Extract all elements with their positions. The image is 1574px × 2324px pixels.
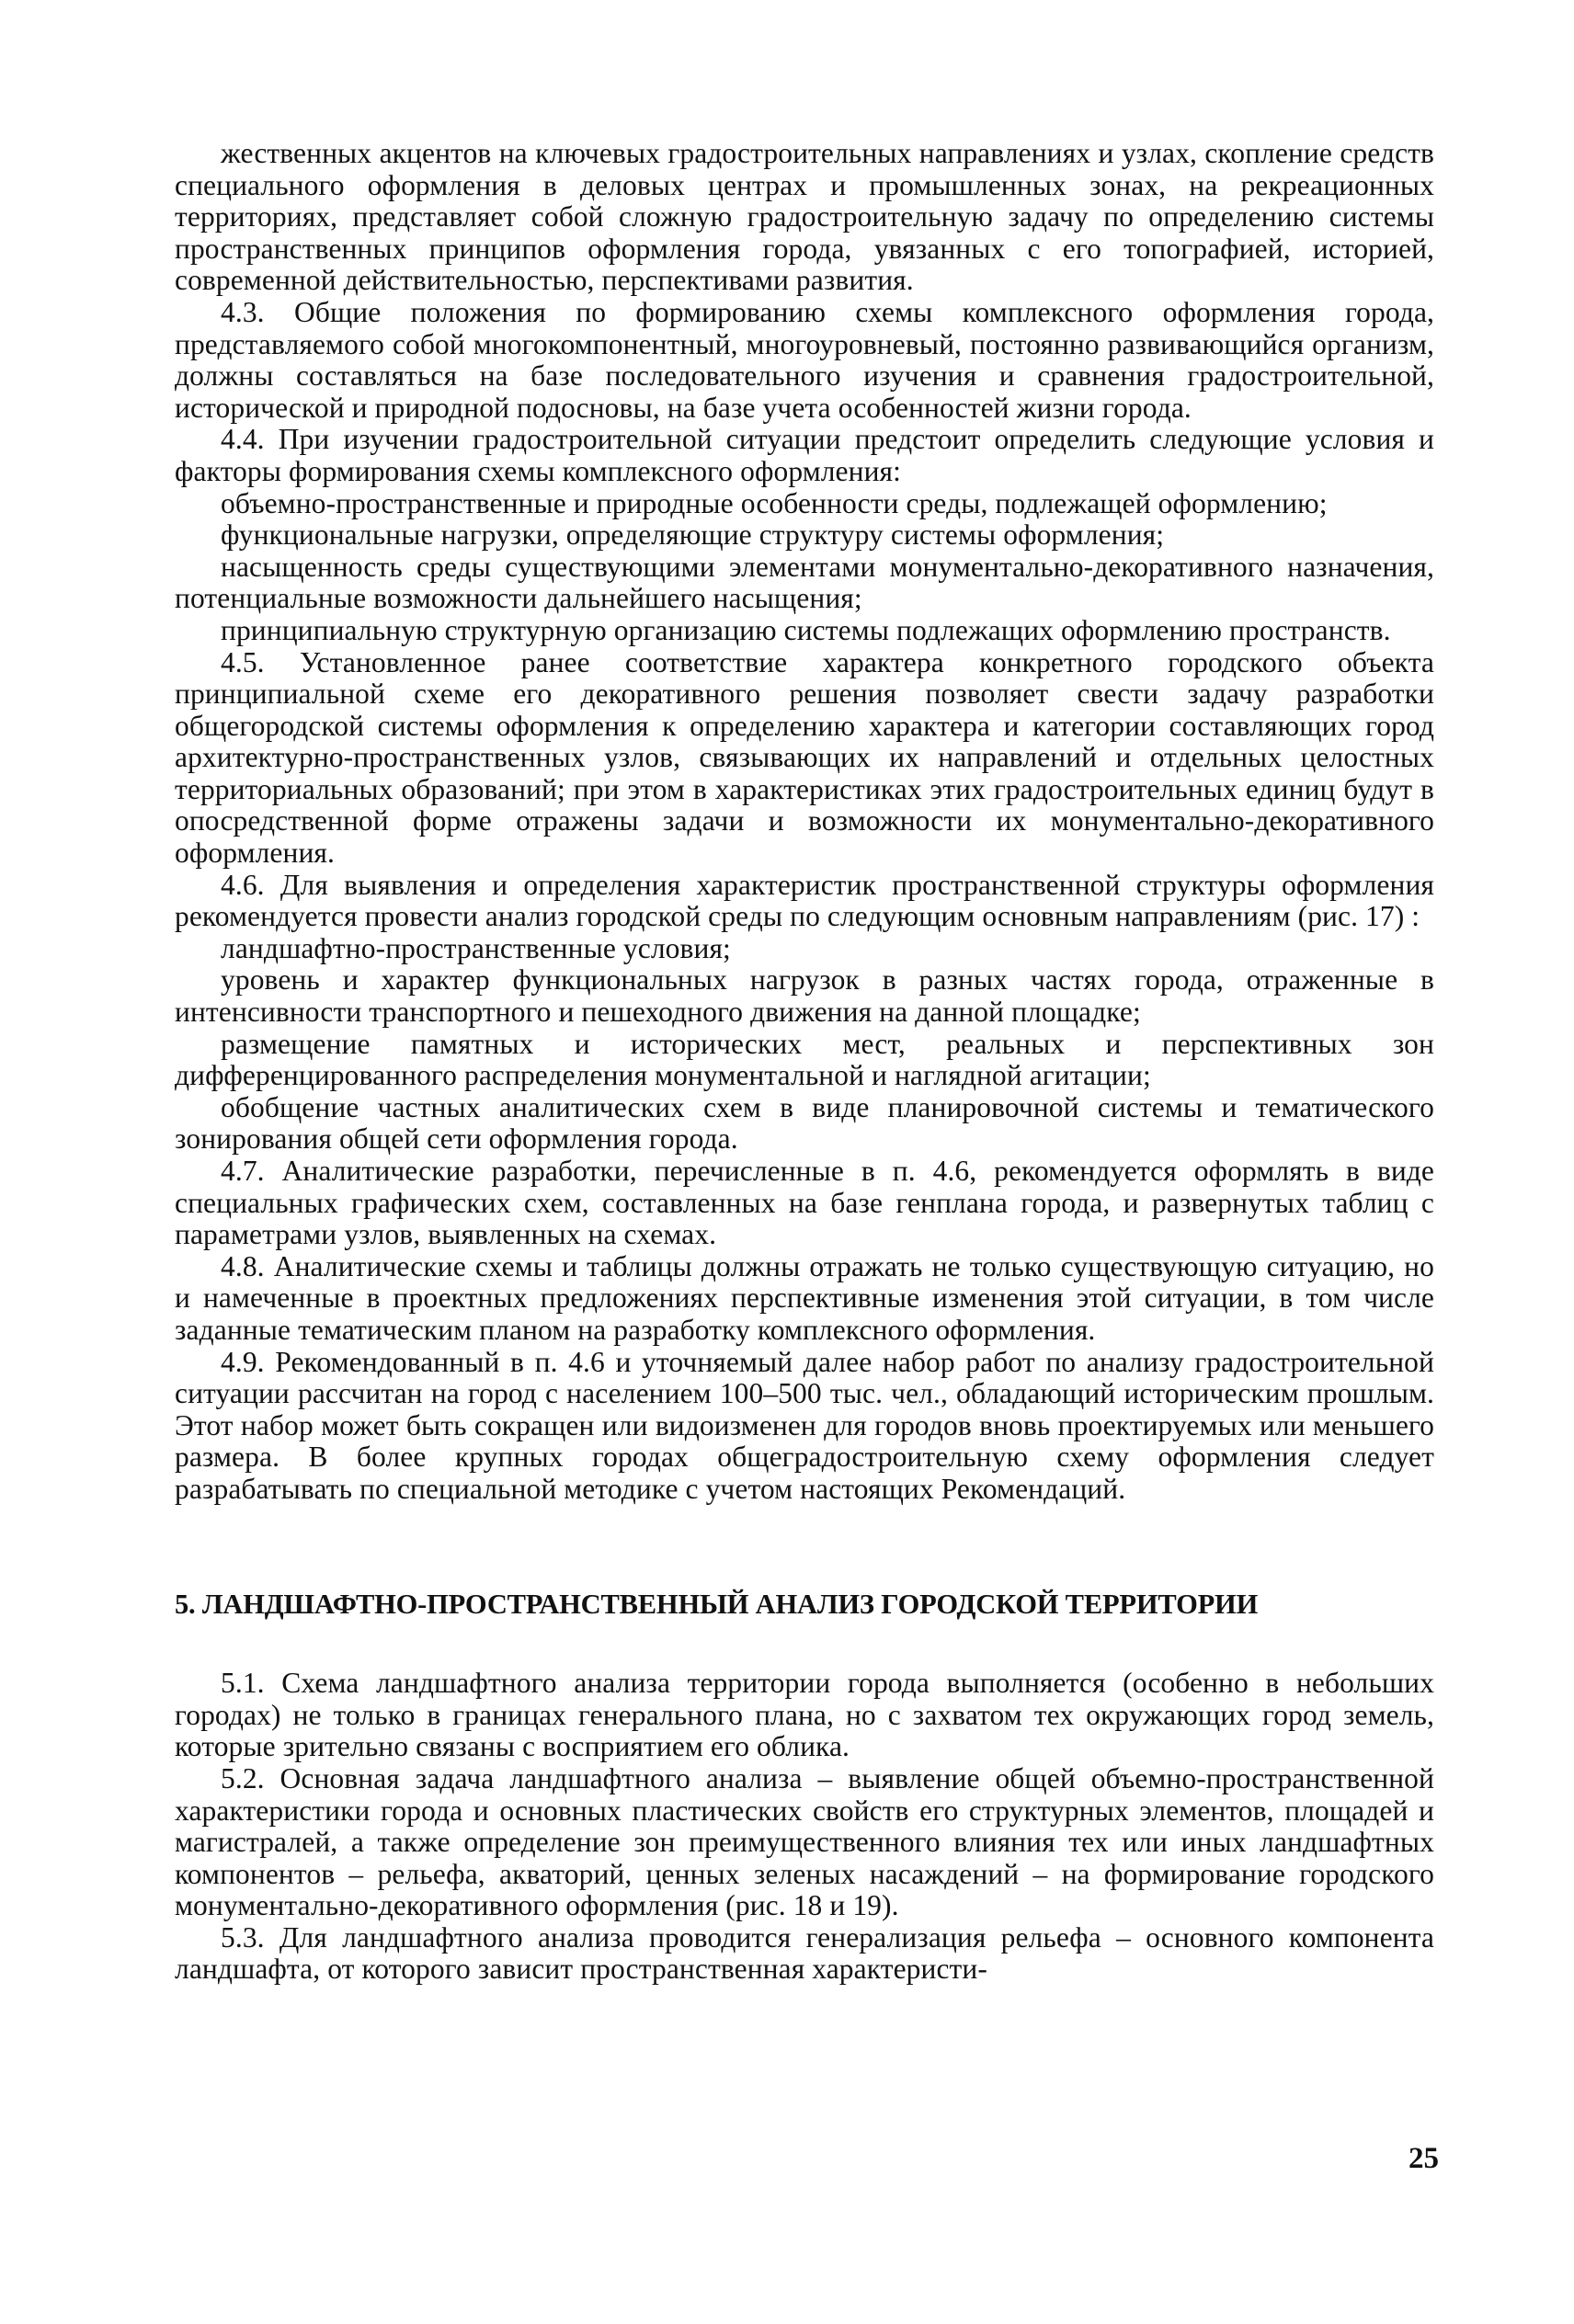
paragraph-4-3: 4.3. Общие положения по формированию схемы комплексного оформления города, представляемого собой многокомпонентный, многоуровневый, постоянно развивающийся организм, должны составляться на базе последовательного изучения и сравнения градостроительной, исторической и природной подосновы, на базе учета особенностей жизни города. [175,295,1434,424]
paragraph-4-7: 4.7. Аналитические разработки, перечисленные в п. 4.6, рекомендуется оформлять в виде специальных графических схем, составленных на базе генплана города, и развернутых таблиц с параметрами узлов, выявленных на схемах. [175,1155,1434,1251]
paragraph-5-2: 5.2. Основная задача ландшафтного анализа – выявление общей объемно-пространственной характеристики города и основных пластических свойств его структурных элементов, площадей и магистралей, а также определение зон преимущественного влияния тех или иных ландшафтных компонентов – рельефа, акваторий, ценных зеленых насаждений – на формирование городского монументально-декоративного оформления (рис. 18 и 19). [175,1761,1434,1922]
list-item: размещение памятных и исторических мест, реальных и перспективных зон дифференцированного распределения монументальной и наглядной агитации; [175,1027,1434,1092]
list-item: принципиальную структурную организацию системы подлежащих оформлению пространств. [221,613,1391,646]
paragraph-4-8: 4.8. Аналитические схемы и таблицы должны отражать не только существующую ситуацию, но и намеченные в проектных предложениях перспективные изменения этой ситуации, в том числе заданные тематическим планом на разработку комплексного оформления. [175,1249,1434,1346]
list-item: функциональные нагрузки, определяющие структуру системы оформления; [221,518,1165,552]
paragraph-4-6: 4.6. Для выявления и определения характеристик пространственной структуры оформления рекомендуется провести анализ городской среды по следующим основным направлениям (рис. 17) : [175,868,1434,933]
list-item: обобщение частных аналитических схем в виде планировочной системы и тематического зонирования общей сети оформления города. [175,1090,1434,1156]
paragraph-4-4: 4.4. При изучении градостроительной ситуации предстоит определить следующие условия и факторы формирования схемы комплексного оформления: [175,423,1434,487]
section-heading: 5. ЛАНДШАФТНО-ПРОСТРАНСТВЕННЫЙ АНАЛИЗ ГОРОДСКОЙ ТЕРРИТОРИИ [175,1588,1259,1620]
list-item: насыщенность среды существующими элементами монументально-декоративного назначения, потенциальные возможности дальнейшего насыщения; [175,550,1434,615]
paragraph-continuation: жественных акцентов на ключевых градостроительных направлениях и узлах, скопление средств специального оформления в деловых центрах и промышленных зонах, на рекреационных территориях, представляет собой сложную градостроительную задачу по определению системы пространственных принципов оформления города, увязанных с его топографией, историей, современной действительностью, перспективами развития. [175,137,1434,297]
page-number: 25 [1409,2142,1439,2175]
paragraph-5-1: 5.1. Схема ландшафтного анализа территории города выполняется (особенно в небольших городах) не только в границах генерального плана, но с захватом тех окружающих город земель, которые зрительно связаны с восприятием его облика. [175,1667,1434,1763]
list-item: ландшафтно-пространственные условия; [221,931,731,964]
document-body [175,138,1434,1986]
paragraph-4-9: 4.9. Рекомендованный в п. 4.6 и уточняемый далее набор работ по анализу градостроительной ситуации рассчитан на город с населением 100–500 тыс. чел., обладающий историческим прошлым. Этот набор может быть сокращен или видоизменен для городов вновь проектируемых или меньшего размера. В более крупных городах общеградостроительную схему оформления следует разрабатывать по специальной методике с учетом настоящих Рекомендаций. [175,1345,1434,1505]
paragraph-4-5: 4.5. Установленное ранее соответствие характера конкретного городского объекта принципиальной схеме его декоративного решения позволяет свести задачу разработки общегородской системы оформления к определению характера и категории составляющих город архитектурно-пространственных узлов, связывающих их направлений и отдельных целостных территориальных образований; при этом в характеристиках этих градостроительных единиц будут в опосредственной форме отражены задачи и возможности их монументально-декоративного оформления. [175,645,1434,870]
list-item: уровень и характер функциональных нагрузок в разных частях города, отраженные в интенсивности транспортного и пешеходного движения на данной площадке; [175,963,1434,1029]
paragraph-5-3: 5.3. Для ландшафтного анализа проводится генерализация рельефа – основного компонента ландшафта, от которого зависит пространственная характеристи- [175,1920,1434,1986]
list-item: объемно-пространственные и природные особенности среды, подлежащей оформлению; [221,486,1328,519]
